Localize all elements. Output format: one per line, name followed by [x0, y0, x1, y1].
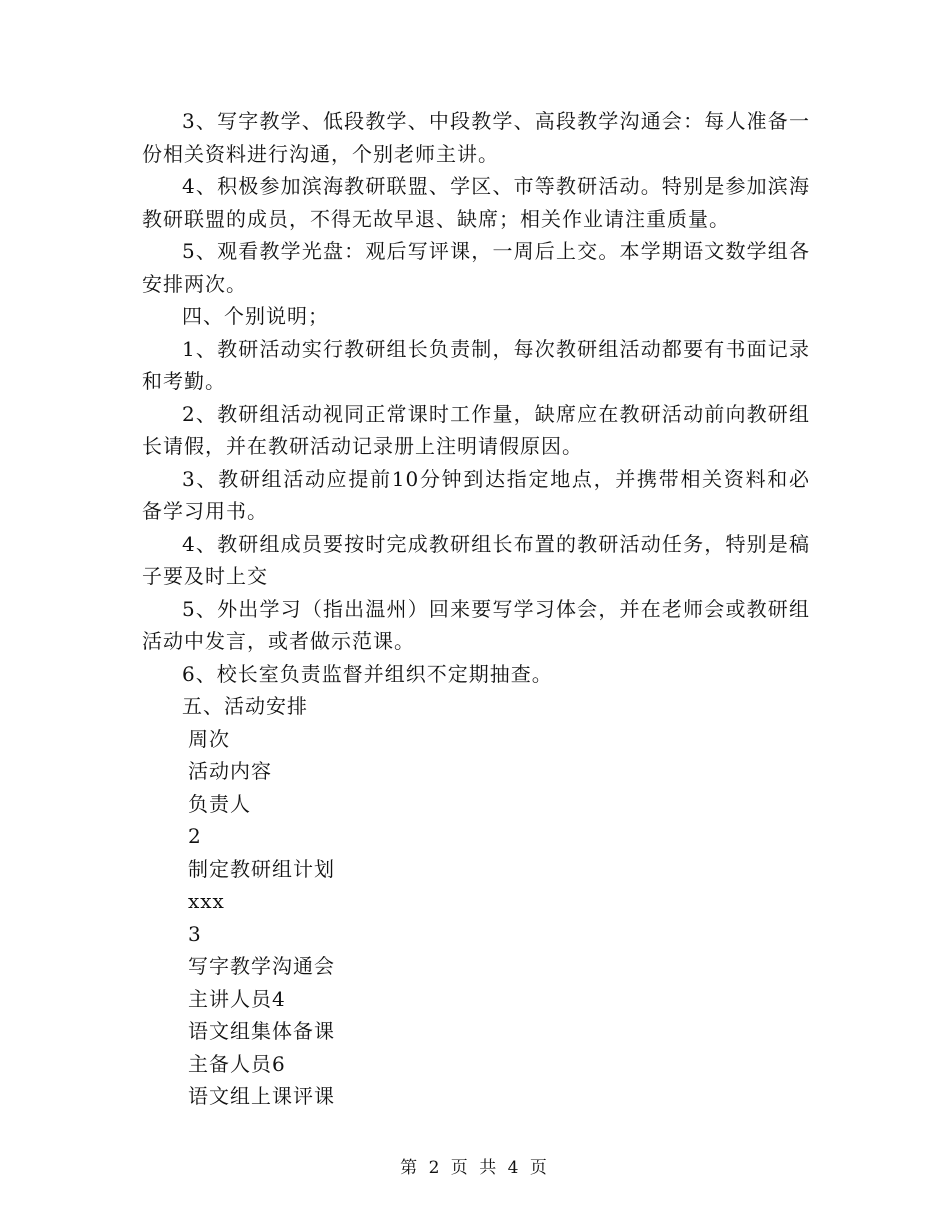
schedule-line: 2 [188, 824, 202, 848]
paragraph-note-6: 6、校长室负责监督并组织不定期抽查。 [182, 661, 553, 686]
schedule-line: 3 [188, 921, 202, 946]
schedule-line: xxx [188, 889, 225, 913]
paragraph-item-3-exchange: 3、写字教学、低段教学、中段教学、高段教学沟通会：每人准备一份相关资料进行沟通，个别老师主讲。 [142, 109, 810, 166]
schedule-line: 写字教学沟通会 [188, 954, 335, 978]
schedule-line: 语文组上课评课 [188, 1084, 335, 1108]
page-number-footer: 第 2 页 共 4 页 [400, 1158, 550, 1178]
paragraph-note-1: 1、教研活动实行教研组长负责制，每次教研组活动都要有书面记录和考勤。 [142, 336, 810, 393]
paragraph-item-5-video: 5、观看教学光盘：观后写评课，一周后上交。本学期语文数学组各安排两次。 [142, 239, 810, 296]
paragraph-note-3: 3、教研组活动应提前10分钟到达指定地点，并携带相关资料和必备学习用书。 [142, 466, 810, 523]
schedule-line: 制定教研组计划 [188, 856, 335, 881]
paragraph-note-4: 4、教研组成员要按时完成教研组长布置的教研活动任务，特别是稿子要及时上交 [142, 531, 810, 588]
document-body [142, 105, 810, 1113]
section-heading-notes: 四、个别说明； [182, 304, 329, 328]
schedule-header-week: 周次 [188, 726, 230, 751]
paragraph-item-4-participation: 4、积极参加滨海教研联盟、学区、市等教研活动。特别是参加滨海教研联盟的成员，不得无故早退、缺席；相关作业请注重质量。 [142, 174, 810, 231]
schedule-line: 主讲人员4 [188, 986, 286, 1011]
paragraph-note-5: 5、外出学习（指出温州）回来要写学习体会，并在老师会或教研组活动中发言，或者做示范课。 [142, 596, 810, 653]
paragraph-note-2: 2、教研组活动视同正常课时工作量，缺席应在教研活动前向教研组长请假，并在教研活动记录册上注明请假原因。 [142, 401, 810, 458]
schedule-header-content: 活动内容 [188, 759, 272, 783]
schedule-header-owner: 负责人 [188, 791, 251, 816]
schedule-line: 语文组集体备课 [188, 1019, 335, 1043]
section-heading-schedule: 五、活动安排 [182, 694, 308, 718]
schedule-line: 主备人员6 [188, 1051, 286, 1076]
